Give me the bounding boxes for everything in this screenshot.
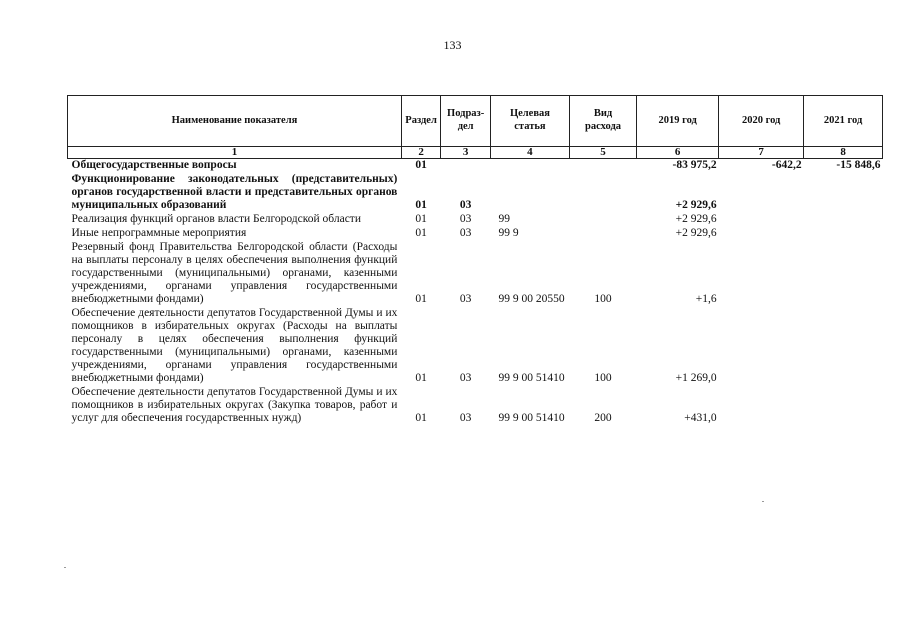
row-section: 01	[415, 372, 427, 384]
row-2021	[804, 386, 883, 426]
scan-speck	[64, 567, 66, 568]
col-number: 7	[719, 147, 804, 159]
row-subsection: 03	[459, 293, 472, 305]
header-expense-type: Вид расхода	[569, 96, 636, 147]
row-article	[491, 173, 570, 213]
row-subsection: 03	[459, 412, 472, 424]
row-2020	[719, 213, 804, 227]
row-expense-type: 200	[594, 412, 612, 424]
row-subsection	[441, 159, 491, 174]
header-section: Раздел	[401, 96, 440, 147]
col-number: 2	[401, 147, 440, 159]
row-name: Резервный фонд Правительства Белгородской области (Расходы на выплаты персоналу в целях обеспечения выполнения функций государственными (муниципальными) органами, казенными учреждениями, органами управления государственными внебюджетными фондами)	[71, 241, 398, 305]
table-row	[68, 227, 883, 241]
col-number: 5	[569, 147, 636, 159]
row-2019: +1,6	[695, 293, 717, 305]
row-2019: +2 929,6	[675, 213, 717, 225]
column-number-row	[68, 147, 883, 159]
row-2021	[804, 173, 883, 213]
row-2020	[719, 227, 804, 241]
table-row	[68, 241, 883, 307]
table-row	[68, 159, 883, 174]
row-name: Обеспечение деятельности депутатов Государственной Думы и их помощников в избирательных округах (Расходы на выплаты персоналу в целях обеспечения выполнения функций государственными (муниципальными) органами, казенными учреждениями, органами управления государственными внебюджетными фондами)	[71, 307, 398, 384]
scan-speck	[762, 501, 764, 502]
col-number: 1	[68, 147, 402, 159]
row-article: 99 9 00 51410	[498, 372, 565, 384]
row-article: 99 9 00 20550	[498, 293, 565, 305]
row-subsection: 03	[459, 213, 472, 225]
header-2019: 2019 год	[637, 96, 719, 147]
header-2021: 2021 год	[804, 96, 883, 147]
row-section: 01	[415, 293, 427, 305]
row-section: 01	[415, 159, 427, 171]
col-number: 8	[804, 147, 883, 159]
row-article: 99 9	[498, 227, 519, 239]
row-expense-type	[569, 159, 636, 174]
row-2019: +431,0	[684, 412, 717, 424]
row-2021	[804, 241, 883, 307]
row-2019: -83 975,2	[672, 159, 717, 171]
row-section: 01	[415, 227, 427, 239]
row-2019: +2 929,6	[675, 227, 717, 239]
row-2021	[804, 213, 883, 227]
row-section: 01	[415, 213, 427, 225]
row-2020	[719, 241, 804, 307]
row-expense-type: 100	[594, 293, 612, 305]
col-number: 4	[491, 147, 570, 159]
header-subsection: Подраз- дел	[441, 96, 491, 147]
row-name: Реализация функций органов власти Белгородской области	[71, 213, 361, 225]
row-subsection: 03	[459, 199, 472, 211]
row-expense-type	[569, 213, 636, 227]
row-2020	[719, 173, 804, 213]
header-article: Целевая статья	[491, 96, 570, 147]
row-name: Иные непрограммные мероприятия	[71, 227, 247, 239]
row-2020	[719, 386, 804, 426]
header-2020: 2020 год	[719, 96, 804, 147]
row-name: Обеспечение деятельности депутатов Государственной Думы и их помощников в избирательных округах (Закупка товаров, работ и услуг для обеспечения государственных нужд)	[71, 386, 398, 424]
header-row	[68, 96, 883, 147]
budget-table	[67, 95, 883, 426]
row-article: 99 9 00 51410	[498, 412, 565, 424]
row-expense-type	[569, 173, 636, 213]
row-subsection: 03	[459, 372, 472, 384]
row-2021: -15 848,6	[836, 159, 881, 171]
table-row	[68, 386, 883, 426]
row-expense-type	[569, 227, 636, 241]
page-number: 133	[443, 38, 462, 52]
col-number: 3	[441, 147, 491, 159]
col-number: 6	[637, 147, 719, 159]
row-name: Общегосударственные вопросы	[71, 159, 237, 171]
row-article	[491, 159, 570, 174]
row-2019: +1 269,0	[675, 372, 717, 384]
row-name: Функционирование законодательных (представительных) органов государственной власти и представительных органов муниципальных образований	[71, 173, 398, 211]
row-expense-type: 100	[594, 372, 612, 384]
row-2021	[804, 307, 883, 386]
table-row	[68, 307, 883, 386]
header-name: Наименование показателя	[68, 96, 402, 147]
row-2021	[804, 227, 883, 241]
row-article: 99	[498, 213, 511, 225]
row-2019: +2 929,6	[675, 199, 717, 211]
row-section: 01	[415, 199, 427, 211]
row-subsection: 03	[459, 227, 472, 239]
table-row	[68, 173, 883, 213]
table-row	[68, 213, 883, 227]
row-section: 01	[415, 412, 427, 424]
row-2020: -642,2	[771, 159, 802, 171]
row-2020	[719, 307, 804, 386]
